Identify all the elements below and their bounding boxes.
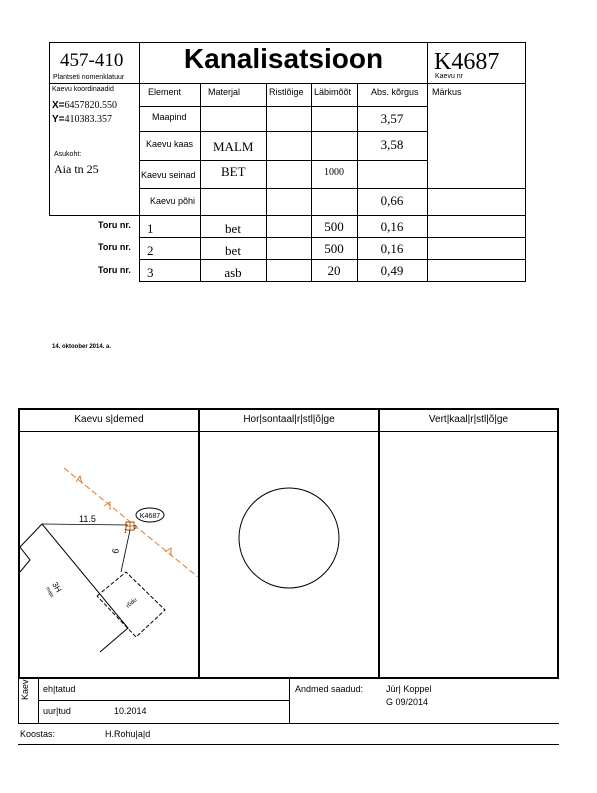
- pipe-mark: 1: [124, 529, 127, 535]
- dimension-line: [42, 524, 128, 525]
- rule: [139, 215, 525, 216]
- building-outline: [20, 547, 30, 572]
- pipe-label: Toru nr.: [98, 265, 131, 275]
- pipe-number: 3: [147, 265, 154, 280]
- rule: [49, 215, 139, 216]
- sheet-caption: Plantseti nomenklatuur: [53, 74, 125, 81]
- row-material: MALM: [213, 139, 254, 154]
- x-label: X=: [52, 100, 65, 111]
- source-code: G 09/2014: [386, 697, 429, 707]
- rule: [18, 678, 19, 724]
- rule: [38, 700, 289, 701]
- rule: [266, 83, 267, 282]
- row-element: Maapind: [152, 112, 187, 122]
- rule: [139, 188, 525, 189]
- horizontal-section: [200, 432, 378, 677]
- pipe-diameter: 500: [324, 219, 344, 234]
- y-coordinate: [52, 114, 112, 125]
- pipe-material: asb: [224, 265, 242, 280]
- rule: [18, 723, 559, 724]
- rule: [139, 259, 525, 260]
- pipe-label: Toru nr.: [98, 220, 131, 230]
- document-date: 14. oktoober 2014. a.: [52, 344, 112, 350]
- col-cross: Ristlõige: [269, 87, 304, 97]
- panel-title-connections: Kaevu s|demed: [74, 414, 144, 425]
- col-material: Materjal: [208, 87, 241, 97]
- panel-title-horizontal: Hor|sontaal|r|stl|õ|ge: [243, 414, 335, 425]
- porch-label: rõdu: [125, 597, 139, 610]
- col-diameter: Läbimõõt: [314, 87, 352, 97]
- col-note: Märkus: [432, 87, 462, 97]
- pipe-material: bet: [225, 243, 241, 258]
- well-caption: Kaevu nr: [435, 73, 464, 80]
- rule: [139, 160, 427, 161]
- rule: [139, 106, 427, 107]
- col-element: Element: [148, 87, 182, 97]
- pipe-material: bet: [225, 221, 241, 236]
- well-number: K4687: [434, 49, 500, 75]
- x-coordinate: [52, 100, 117, 111]
- row-elevation: 0,66: [380, 193, 404, 208]
- panel-title-vertical: Vert|kaal|r|stl|õ|ge: [428, 414, 509, 425]
- rule: [139, 281, 526, 282]
- source-name: Jür| Koppel: [386, 684, 432, 694]
- author-name: H.Rohu|a|d: [105, 729, 151, 739]
- source-label: Andmed saadud:: [295, 684, 364, 694]
- side-label-text: Kaev: [20, 679, 30, 700]
- rule: [18, 408, 559, 410]
- pipe-mark: 2: [134, 525, 137, 531]
- surveyed-date: 10.2014: [114, 706, 147, 716]
- building-sublabel: maja: [44, 586, 55, 599]
- well-tag: K4687: [139, 513, 161, 520]
- rule: [49, 42, 50, 215]
- coords-heading: Kaevu koordinaadid: [52, 86, 114, 93]
- rule: [525, 42, 526, 282]
- rule: [139, 131, 427, 132]
- location-label: Asukoht:: [54, 151, 82, 158]
- rule: [38, 678, 39, 724]
- row-material: BET: [221, 164, 246, 179]
- col-elevation: Abs. kõrgus: [371, 87, 419, 97]
- dimension-line: [121, 530, 130, 572]
- rule: [139, 42, 140, 282]
- sheet-number: 457-410: [60, 50, 124, 71]
- x-value: 6457820.550: [64, 100, 118, 111]
- side-label: [20, 679, 30, 700]
- dimension-label: 11.5: [79, 514, 96, 524]
- row-element: Kaevu põhi: [150, 196, 196, 206]
- rule: [427, 42, 428, 282]
- y-value: 410383.357: [64, 114, 113, 125]
- rule: [49, 83, 525, 84]
- row-elevation: 3,58: [380, 137, 404, 152]
- y-label: Y=: [52, 114, 65, 125]
- rule: [557, 408, 559, 678]
- rule: [378, 408, 380, 678]
- author-label: Koostas:: [20, 729, 56, 739]
- pipe-elevation: 0,49: [380, 263, 404, 278]
- location-value: Aia tn 25: [54, 162, 99, 176]
- row-diameter: 1000: [324, 167, 344, 178]
- approved-label: eh|tatud: [43, 684, 76, 694]
- pipe-number: 2: [147, 243, 154, 258]
- pipe-elevation: 0,16: [380, 241, 404, 256]
- rule: [18, 744, 559, 745]
- pipe-diameter: 500: [324, 241, 344, 256]
- pipe-elevation: 0,16: [380, 219, 404, 234]
- well-circle: [239, 488, 339, 588]
- site-sketch: [20, 432, 198, 677]
- rule: [139, 237, 525, 238]
- page-title: Kanalisatsioon: [183, 43, 384, 74]
- row-element: Kaevu kaas: [146, 139, 194, 149]
- building-outline: [20, 524, 128, 652]
- row-element: Kaevu seinad: [141, 170, 196, 180]
- pipe-diameter: 20: [327, 263, 341, 278]
- building-label: 3H: [50, 580, 64, 594]
- row-elevation: 3,57: [380, 111, 404, 126]
- pipe-label: Toru nr.: [98, 242, 131, 252]
- pipe-number: 1: [147, 221, 154, 236]
- rule: [289, 678, 290, 724]
- surveyed-label: uur|tud: [43, 706, 71, 716]
- dimension-label: 6: [110, 547, 121, 555]
